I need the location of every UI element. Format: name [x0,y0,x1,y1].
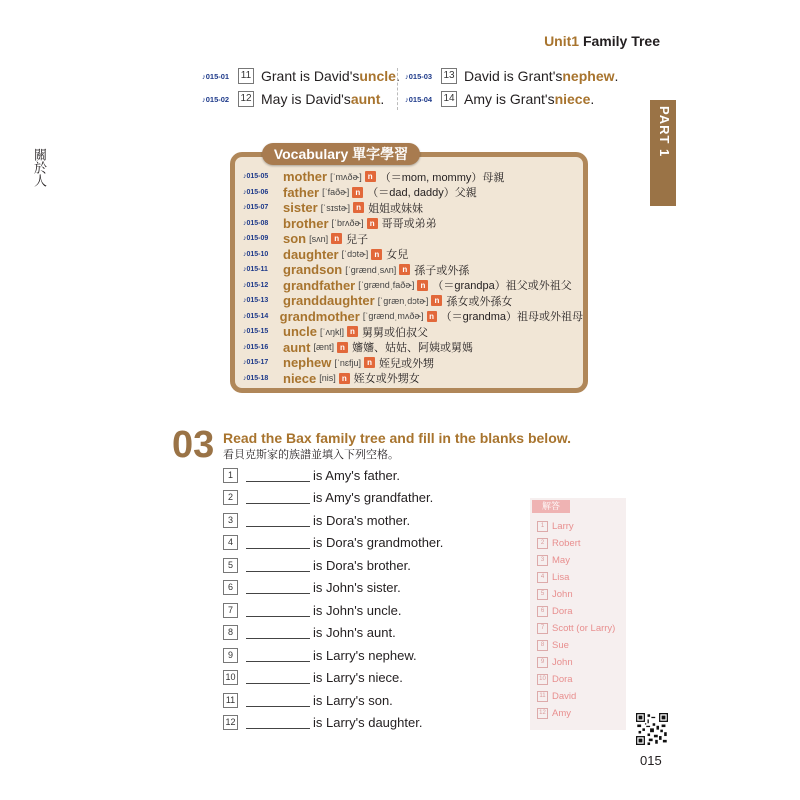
audio-track-label[interactable]: ♪015-06 [243,188,269,196]
question-number: 1 [223,468,238,483]
question-row [223,670,403,686]
unit-label: Unit1 [544,33,580,49]
sentence-text: David is Grant's [464,68,563,84]
question-row [223,557,411,573]
sentence-row [405,68,618,84]
answer-blank[interactable] [246,604,310,617]
vocab-pronunciation: [ˈmʌðɚ] [330,171,362,182]
answer-text: Amy [552,707,571,719]
answer-row [537,621,615,635]
noun-tag: n [353,202,364,213]
question-row [223,625,396,641]
vocab-word: brother [283,215,329,231]
answer-blank[interactable] [246,581,310,594]
vocab-word: uncle [283,324,317,340]
vocab-word: niece [283,370,317,386]
answer-text: John [552,588,573,600]
vocab-pronunciation: [ˈnɛfju] [334,357,362,368]
audio-track-label[interactable]: ♪015-09 [243,235,269,243]
unit-heading: Family Tree [582,33,660,49]
answer-blank[interactable] [246,514,310,527]
vocab-row [243,231,583,247]
audio-track-label[interactable]: ♪015-13 [243,297,269,305]
question-text: is Amy's grandfather. [313,490,434,505]
vocab-pronunciation: [ˈbrʌðɚ] [331,218,364,229]
vocab-word: mother [283,169,328,185]
question-number: 8 [223,625,238,640]
vocab-definition: （＝dad, daddy）父親 [367,187,477,200]
answer-number: 4 [537,572,548,583]
sentence-number: 12 [238,91,254,107]
question-text: is John's sister. [313,580,401,595]
vocab-row [243,293,583,309]
noun-tag: n [339,373,350,384]
question-row [223,580,401,596]
question-number: 6 [223,580,238,595]
answer-text: David [552,690,577,702]
question-text: is Larry's daughter. [313,715,423,730]
noun-tag: n [364,357,375,368]
noun-tag: n [367,218,378,229]
vocab-definition: 姐姐或妹妹 [368,202,424,215]
noun-tag: n [427,311,437,322]
question-number: 5 [223,558,238,573]
answer-row [537,519,574,533]
answer-blank[interactable] [246,559,310,572]
answer-text: Lisa [552,571,570,583]
answer-blank[interactable] [246,469,310,482]
vocab-definition: 姪女或外甥女 [353,373,420,386]
noun-tag: n [371,249,382,260]
answer-text: Dora [552,605,573,617]
vocab-pronunciation: [ˈsɪstɚ] [320,202,351,213]
vocab-definition: 姪兒或外甥 [379,357,435,370]
vocab-pronunciation: [ˈgrændˌsʌn] [345,264,397,275]
answer-label: 解答 [532,500,570,513]
question-text: is Dora's mother. [313,512,411,528]
vocab-pronunciation: [ˈdɔtɚ] [341,249,369,260]
question-row [223,512,410,528]
sentence-text: Grant is David's [261,68,360,84]
part-label: PART 1 [657,106,672,158]
sentence-row [405,91,594,107]
answer-number: 6 [537,606,548,617]
audio-track-label[interactable]: ♪015-12 [243,281,269,289]
question-row [223,602,401,618]
vocab-definition: 孫子或外孫 [414,264,470,277]
audio-track-label[interactable]: ♪015-04 [405,94,433,104]
noun-tag: n [399,264,410,275]
vocab-definition: （＝grandma）祖母或外祖母 [440,311,583,324]
vocab-row [243,340,583,356]
vocab-row [243,247,583,263]
vocab-word: nephew [283,355,332,371]
question-number: 3 [223,513,238,528]
noun-tag: n [352,187,363,198]
answer-blank[interactable] [246,694,310,707]
part-category-label: 關於人 [32,148,47,187]
vocab-definition: 孫女或外孫女 [446,295,513,308]
question-text: is Dora's grandmother. [313,535,444,550]
vocab-word: daughter [283,246,339,262]
answer-number: 11 [537,691,548,702]
sentence-text: May is David's [261,91,351,107]
part-category [30,148,49,192]
question-text: is Larry's niece. [313,670,403,685]
audio-track-label[interactable]: ♪015-05 [243,173,269,181]
answer-number: 9 [537,657,548,668]
question-row [223,692,393,708]
answer-row [537,536,581,550]
vocab-row [243,185,583,201]
question-text: is Amy's father. [313,467,401,483]
vocab-pronunciation: [ˈgrænˌdɔtɚ] [377,295,429,306]
vocab-word: aunt [283,339,311,355]
question-row [223,467,400,483]
vocab-word: grandson [283,262,343,278]
audio-track-label[interactable]: ♪015-07 [243,204,269,212]
audio-track-label[interactable]: ♪015-03 [405,71,433,81]
sentence-number: 11 [238,68,254,84]
answer-number: 5 [537,589,548,600]
answer-number: 12 [537,708,548,719]
vocab-row [243,216,583,232]
vocab-pronunciation: [ænt] [313,342,334,353]
vocab-definition: 女兒 [386,249,409,262]
vocab-pronunciation: [ˈʌŋkḷ] [319,326,344,337]
vocab-definition: 嬸嬸、姑姑、阿姨或舅媽 [351,342,473,355]
vocab-word: father [283,184,320,200]
audio-track-label[interactable]: ♪015-16 [243,343,269,351]
sentence-number: 13 [441,68,457,84]
question-text: is Larry's son. [313,692,393,708]
question-number: 2 [223,490,238,505]
question-number: 11 [223,693,238,708]
vocabulary-title: Vocabulary 單字學習 [262,143,420,165]
vocab-definition: 哥哥或弟弟 [381,218,437,231]
sentence-row [202,68,400,84]
question-text: is Dora's brother. [313,557,411,573]
exercise-number: 03 [172,424,215,466]
answer-row [537,553,570,567]
answer-row [537,706,571,720]
answer-row [537,672,573,686]
sentence-keyword: niece [554,91,591,107]
audio-track-label[interactable]: ♪015-10 [243,250,269,258]
vocab-row [243,200,583,216]
vocab-word: grandmother [279,308,360,324]
answer-number: 7 [537,623,548,634]
question-number: 12 [223,715,238,730]
question-number: 7 [223,603,238,618]
vocab-word: sister [283,200,318,216]
audio-track-label[interactable]: ♪015-02 [202,94,230,104]
answer-row [537,655,573,669]
question-number: 4 [223,535,238,550]
vocab-definition: （＝grandpa）祖父或外祖父 [432,280,572,293]
sentence-keyword: uncle [359,68,396,84]
exercise-title: Read the Bax family tree and fill in the blanks below. [223,430,572,446]
vocab-row [243,355,583,371]
answer-text: Larry [552,520,574,532]
question-row [223,715,422,731]
audio-track-label[interactable]: ♪015-15 [243,328,269,336]
answer-text: Scott (or Larry) [552,622,616,634]
vocab-row [243,169,583,185]
noun-tag: n [331,233,342,244]
page-number: 015 [640,753,662,768]
noun-tag: n [431,295,442,306]
sentence-row [202,91,384,107]
part-side-tab [650,100,694,206]
sentence-end: . [590,91,595,107]
unit-title [0,33,660,49]
vocab-definition: 兒子 [346,233,369,246]
answer-row [537,604,573,618]
noun-tag: n [417,280,428,291]
qr-code-icon[interactable] [636,713,668,745]
answer-text: May [552,554,570,566]
vocab-row [243,262,583,278]
answer-row [537,638,569,652]
part-tab-bar [650,100,676,206]
answer-blank[interactable] [246,491,310,504]
answer-row [537,570,569,584]
noun-tag: n [337,342,348,353]
sentence-text: Amy is Grant's [464,91,555,107]
answer-blank[interactable] [246,626,310,639]
question-text: is John's uncle. [313,602,402,618]
answer-row [537,689,576,703]
question-text: is Larry's nephew. [313,647,417,663]
answer-number: 10 [537,674,548,685]
answer-number: 1 [537,521,548,532]
vocab-pronunciation: [ˈgrændˌmʌðɚ] [362,311,424,322]
exercise-subtitle: 看貝克斯家的族譜並填入下列空格。 [223,449,399,461]
sentence-end: . [380,91,385,107]
answer-blank[interactable] [246,536,310,549]
question-row [223,647,417,663]
answer-number: 8 [537,640,548,651]
vocab-definition: （＝mom, mommy）母親 [379,171,505,184]
vocab-word: grandfather [283,277,356,293]
audio-track-label[interactable]: ♪015-11 [243,266,268,274]
answer-blank[interactable] [246,671,310,684]
sentence-keyword: nephew [562,68,615,84]
question-row [223,535,443,551]
audio-track-label[interactable]: ♪015-01 [202,71,230,81]
answer-number: 3 [537,555,548,566]
sentence-number: 14 [441,91,457,107]
vocab-word: son [283,231,307,247]
audio-track-label[interactable]: ♪015-18 [243,374,269,382]
vocab-word: granddaughter [283,293,375,309]
sentence-keyword: aunt [350,91,381,107]
audio-track-label[interactable]: ♪015-08 [243,219,269,227]
sentence-end: . [395,68,400,84]
vocab-row [243,278,583,294]
vocab-pronunciation: [sʌn] [309,233,329,244]
question-row [223,490,433,506]
vocab-pronunciation: [nis] [319,373,336,384]
question-number: 9 [223,648,238,663]
audio-track-label[interactable]: ♪015-14 [243,312,269,320]
answer-blank[interactable] [246,716,310,729]
vocab-definition: 舅舅或伯叔父 [361,326,428,339]
vocab-row [243,324,583,340]
vocab-pronunciation: [ˈfaðɚ] [322,187,350,198]
sentence-divider [397,68,398,110]
answer-text: Dora [552,673,573,685]
answer-number: 2 [537,538,548,549]
answer-text: John [552,656,573,668]
answer-text: Robert [552,537,581,549]
answer-blank[interactable] [246,649,310,662]
vocab-row [243,371,583,387]
question-number: 10 [223,670,238,685]
answer-text: Sue [552,639,569,651]
vocab-row [243,309,583,325]
sentence-end: . [614,68,619,84]
noun-tag: n [365,171,376,182]
answer-row [537,587,573,601]
question-text: is John's aunt. [313,625,396,640]
vocab-pronunciation: [ˈgrændˌfaðɚ] [358,280,415,291]
noun-tag: n [347,326,358,337]
audio-track-label[interactable]: ♪015-17 [243,359,269,367]
